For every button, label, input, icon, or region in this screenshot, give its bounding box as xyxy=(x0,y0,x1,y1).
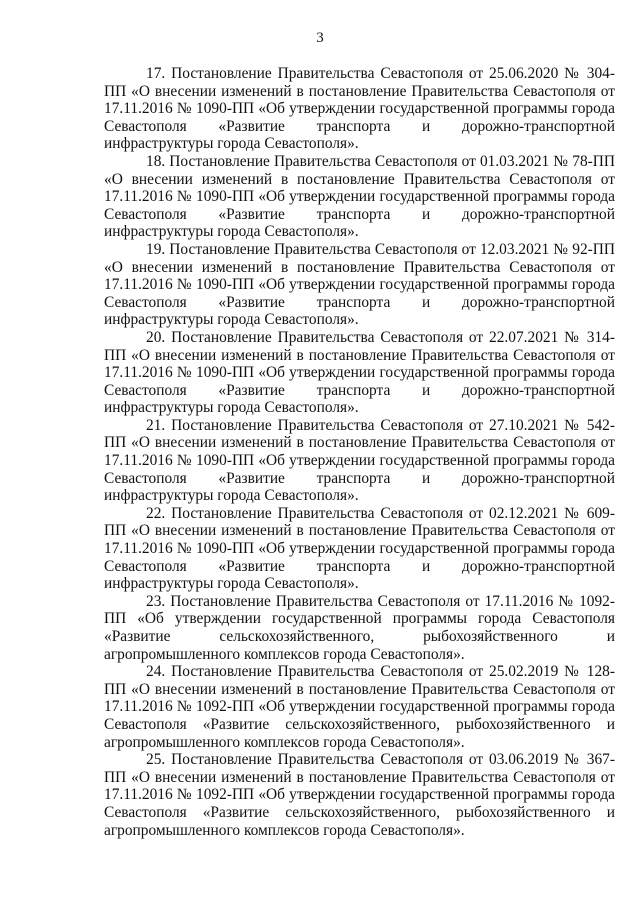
list-item: 20. Постановление Правительства Севастополя от 22.07.2021 № 314-ПП «О внесении изменений в постановление Правительства Севастополя от 17.11.2016 № 1090-ПП «Об утверждении государственной программы города Севастополя «Развитие транспорта и дорожно-транспортной инфраструктуры города Севастополя». xyxy=(104,328,615,417)
document-body xyxy=(104,65,615,839)
list-item: 18. Постановление Правительства Севастополя от 01.03.2021 № 78-ПП «О внесении изменений в постановление Правительства Севастополя от 17.11.2016 № 1090-ПП «Об утверждении государственной программы города Севастополя «Развитие транспорта и дорожно-транспортной инфраструктуры города Севастополя». xyxy=(104,152,615,241)
list-item: 25. Постановление Правительства Севастополя от 03.06.2019 № 367-ПП «О внесении изменений в постановление Правительства Севастополя от 17.11.2016 № 1092-ПП «Об утверждении государственной программы города Севастополя «Развитие сельскохозяйственного, рыбохозяйственного и агропромышленного комплексов города Севастополя». xyxy=(104,751,615,839)
list-item: 21. Постановление Правительства Севастополя от 27.10.2021 № 542-ПП «О внесении изменений в постановление Правительства Севастополя от 17.11.2016 № 1090-ПП «Об утверждении государственной программы города Севастополя «Развитие транспорта и дорожно-транспортной инфраструктуры города Севастополя». xyxy=(104,416,615,505)
list-item: 23. Постановление Правительства Севастополя от 17.11.2016 № 1092-ПП «Об утверждении государственной программы города Севастополя «Развитие сельскохозяйственного, рыбохозяйственного и агропромышленного комплексов города Севастополя». xyxy=(104,592,615,663)
page-number: 3 xyxy=(316,30,324,46)
list-item: 17. Постановление Правительства Севастополя от 25.06.2020 № 304-ПП «О внесении изменений в постановление Правительства Севастополя от 17.11.2016 № 1090-ПП «Об утверждении государственной программы города Севастополя «Развитие транспорта и дорожно-транспортной инфраструктуры города Севастополя». xyxy=(104,65,615,153)
list-item: 19. Постановление Правительства Севастополя от 12.03.2021 № 92-ПП «О внесении изменений в постановление Правительства Севастополя от 17.11.2016 № 1090-ПП «Об утверждении государственной программы города Севастополя «Развитие транспорта и дорожно-транспортной инфраструктуры города Севастополя». xyxy=(104,240,615,329)
list-item: 22. Постановление Правительства Севастополя от 02.12.2021 № 609-ПП «О внесении изменений в постановление Правительства Севастополя от 17.11.2016 № 1090-ПП «Об утверждении государственной программы города Севастополя «Развитие транспорта и дорожно-транспортной инфраструктуры города Севастополя». xyxy=(104,504,615,593)
list-item: 24. Постановление Правительства Севастополя от 25.02.2019 № 128-ПП «О внесении изменений в постановление Правительства Севастополя от 17.11.2016 № 1092-ПП «Об утверждении государственной программы города Севастополя «Развитие сельскохозяйственного, рыбохозяйственного и агропромышленного комплексов города Севастополя». xyxy=(104,663,615,751)
